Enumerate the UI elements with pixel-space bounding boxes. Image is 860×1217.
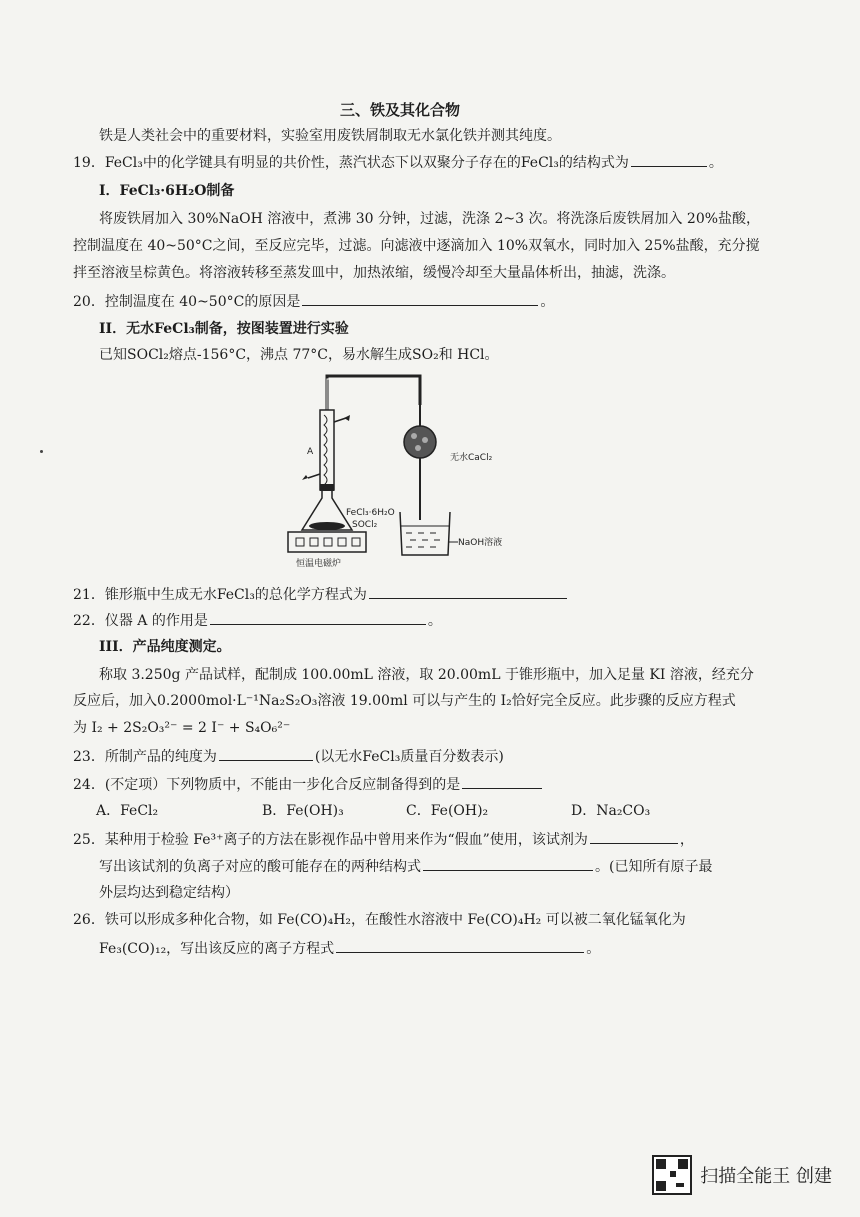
part3-paragraph-line-1: 称取 3.250g 产品试样，配制成 100.00mL 溶液，取 20.00mL 于锥形瓶中，加入足量 KI 溶液，经充分 bbox=[99, 667, 754, 683]
section-title: 三、铁及其化合物 bbox=[340, 101, 461, 119]
part3-equation: 为 I₂ + 2S₂O₃²⁻ = 2 I⁻ + S₄O₆²⁻ bbox=[73, 720, 291, 736]
question-20: 20．控制温度在 40~50°C的原因是 。 bbox=[73, 294, 555, 310]
question-25-text: 25．某种用于检验 Fe³⁺离子的方法在影视作品中曾用来作为“假血”使用，该试剂为 bbox=[73, 832, 588, 848]
question-21-text: 21．锥形瓶中生成无水FeCl₃的总化学方程式为 bbox=[73, 587, 367, 603]
question-26-line-2: Fe₃(CO)₁₂，写出该反应的离子方程式 。 bbox=[99, 941, 601, 957]
label-stirrer: 恒温电磁炉 bbox=[296, 559, 342, 569]
question-26: 26．铁可以形成多种化合物，如 Fe(CO)₄H₂，在酸性水溶液中 Fe(CO)₄H₂ 可以被二氧化锰氧化为 bbox=[73, 912, 686, 928]
part1-title: I．FeCl₃·6H₂O制备 bbox=[99, 183, 235, 199]
question-23 bbox=[73, 747, 504, 766]
question-25-line-2 bbox=[99, 857, 712, 876]
part1-paragraph-line-2: 控制温度在 40~50°C之间，至反应完毕，过滤。向滤液中逐滴加入 10%双氧水，同时加入 25%盐酸，充分搅 bbox=[73, 238, 760, 254]
question-24 bbox=[73, 775, 544, 794]
label-naoh: NaOH溶液 bbox=[458, 538, 503, 548]
part3-paragraph-line-2: 反应后，加入0.2000mol·L⁻¹Na₂S₂O₃溶液 19.00ml 可以与产生的 I₂恰好完全反应。此步骤的反应方程式 bbox=[73, 693, 736, 709]
label-fecl3: FeCl₃·6H₂O bbox=[346, 508, 395, 518]
part2-title: II．无水FeCl₃制备，按图装置进行实验 bbox=[99, 321, 349, 337]
question-23-text: 23．所制产品的纯度为 bbox=[73, 749, 217, 765]
question-22-text: 22．仪器 A 的作用是 bbox=[73, 613, 208, 629]
question-22: 22．仪器 A 的作用是 。 bbox=[73, 613, 442, 629]
stray-dot bbox=[40, 450, 43, 453]
question-24-text: 24．(不定项）下列物质中，不能由一步化合反应制备得到的是 bbox=[73, 777, 461, 793]
question-25: 25．某种用于检验 Fe³⁺离子的方法在影视作品中曾用来作为“假血”使用，该试剂为 ， bbox=[73, 832, 694, 848]
apparatus-diagram bbox=[280, 370, 540, 580]
part2-known-text: 已知SOCl₂熔点-156°C，沸点 77°C，易水解生成SO₂和 HCl。 bbox=[99, 347, 499, 363]
magnetic-stirrer bbox=[288, 532, 366, 552]
option-c: C．Fe(OH)₂ bbox=[406, 803, 489, 819]
part3-title: III．产品纯度测定。 bbox=[99, 639, 231, 655]
question-21 bbox=[73, 585, 569, 604]
question-25-note: 。(已知所有原子最 bbox=[595, 859, 713, 875]
intro-text: 铁是人类社会中的重要材料，实验室用废铁屑制取无水氯化铁并测其纯度。 bbox=[99, 128, 561, 144]
part1-paragraph-line-1: 将废铁屑加入 30%NaOH 溶液中，煮沸 30 分钟，过滤，洗涤 2~3 次。将洗涤后废铁屑加入 20%盐酸， bbox=[99, 211, 761, 227]
label-socl2: SOCl₂ bbox=[352, 520, 378, 530]
question-26-text: Fe₃(CO)₁₂，写出该反应的离子方程式 bbox=[99, 941, 335, 957]
label-a: A bbox=[307, 447, 314, 457]
label-cacl2: 无水CaCl₂ bbox=[450, 453, 493, 463]
qr-code-icon bbox=[652, 1155, 692, 1195]
option-a: A．FeCl₂ bbox=[96, 803, 159, 819]
part1-paragraph-line-3: 拌至溶液呈棕黄色。将溶液转移至蒸发皿中，加热浓缩，缓慢冷却至大量晶体析出，抽滤，洗涤。 bbox=[73, 265, 675, 281]
connecting-tube bbox=[327, 376, 420, 410]
question-25-line-3: 外层均达到稳定结构） bbox=[99, 885, 239, 901]
question-19-text: 19．FeCl₃中的化学键具有明显的共价性，蒸汽状态下以双聚分子存在的FeCl₃的结构式为 bbox=[73, 155, 629, 171]
watermark-text: 扫描全能王 创建 bbox=[700, 1166, 832, 1187]
scanner-watermark bbox=[652, 1155, 832, 1195]
drying-bulb bbox=[404, 426, 436, 458]
question-19: 19．FeCl₃中的化学键具有明显的共价性，蒸汽状态下以双聚分子存在的FeCl₃的结构式为 。 bbox=[73, 155, 723, 171]
option-b: B．Fe(OH)₃ bbox=[262, 803, 344, 819]
option-d: D．Na₂CO₃ bbox=[571, 803, 651, 819]
question-20-text: 20．控制温度在 40~50°C的原因是 bbox=[73, 294, 301, 310]
question-23-note: (以无水FeCl₃质量百分数表示) bbox=[314, 749, 504, 765]
question-25-subtext: 写出该试剂的负离子对应的酸可能存在的两种结构式 bbox=[99, 859, 421, 875]
